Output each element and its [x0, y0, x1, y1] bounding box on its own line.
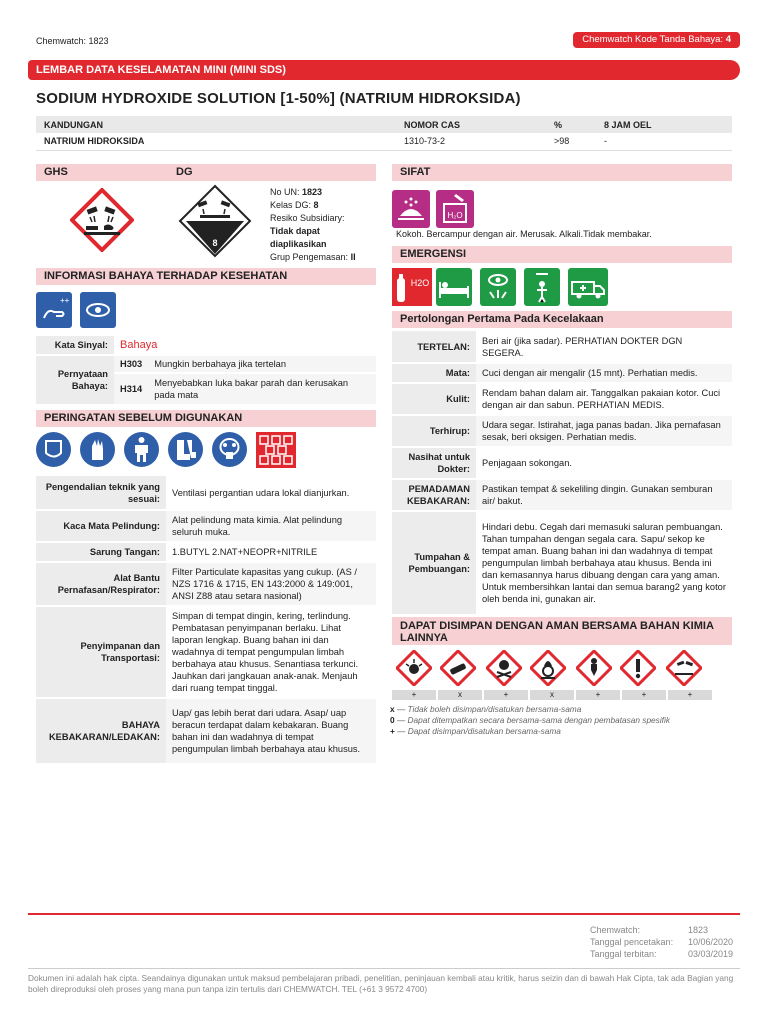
col-cas: NOMOR CAS — [396, 116, 546, 133]
first-aid-label: Mata: — [392, 363, 476, 383]
first-aid-label: PEMADAMAN KEBAKARAN: — [392, 479, 476, 511]
health-table — [36, 336, 376, 406]
emergensi-heading: EMERGENSI — [392, 246, 732, 263]
h2o-label: H2O — [410, 278, 430, 288]
hazard-code-badge — [573, 32, 740, 48]
health-heading: INFORMASI BAHAYA TERHADAP KESEHATAN — [36, 268, 376, 285]
col-percent: % — [546, 116, 596, 133]
ghs-dg-header — [36, 164, 376, 181]
first-aid-value: Rendam bahan dalam air. Tanggalkan pakaian kotor. Cuci dengan air dan sabun. PERHATIAN MEDIS. — [476, 383, 732, 415]
precaution-value: Uap/ gas lebih berat dari udara. Asap/ uap beracun terdapat dalam kebakaran. Buang bahan ini dan wadahnya di tempat pengumpulan limbah berbahaya atau khusus. — [166, 698, 376, 764]
top-header — [28, 30, 740, 50]
footer-info — [590, 924, 734, 960]
precaution-label: Kaca Mata Pelindung: — [36, 510, 166, 542]
h303-code: H303 — [114, 355, 148, 373]
un-value: 1823 — [302, 187, 323, 197]
packing-label: Grup Pengemasan: — [270, 252, 349, 262]
statement-label: Pernyataan Bahaya: — [36, 355, 114, 405]
table-row — [36, 562, 376, 606]
footer-chemwatch-label: Chemwatch: — [590, 925, 641, 935]
footer-issue-label: Tanggal terbitan: — [590, 949, 657, 959]
dg-number: 8 — [212, 238, 218, 248]
corrosive-small-icon — [666, 650, 702, 686]
class-label: Kelas DG: — [270, 200, 312, 210]
precaution-label: Penyimpanan dan Transportasi: — [36, 606, 166, 698]
precaution-value: Simpan di tempat dingin, kering, terlindung. Pembatasan penyimpanan berlaku. Lihat laporan lengkap. Buang bahan ini dan wadahnya di tempat pengumpulan limbah berbahaya atau khusus. Senantiasa terkunci. Jauhkan dari jangkauan anak-anak. Menjauh dari ruang tempat tinggal. — [166, 606, 376, 698]
first-aid-value: Pastikan tempat & sekeliling dingin. Gunakan semburan air/ bakut. — [476, 479, 732, 511]
chemical-hazard-icon — [256, 432, 296, 468]
table-row — [36, 698, 376, 764]
sifat-heading: SIFAT — [392, 164, 732, 181]
table-row — [392, 479, 732, 511]
footer-chemwatch-value: 1823 — [688, 925, 709, 935]
ghs-corrosion-icon — [70, 188, 134, 252]
ingredient-cas: 1310-73-2 — [396, 133, 546, 150]
first-aid-value: Beri air (jika sadar). PERHATIAN DOKTER DGN SEGERA. — [476, 331, 732, 363]
dg-class8-icon — [178, 184, 252, 258]
first-aid-heading: Pertolongan Pertama Pada Kecelakaan — [392, 311, 732, 328]
dg-info — [270, 186, 356, 264]
gas-cylinder-icon — [440, 650, 476, 686]
table-row — [36, 542, 376, 562]
footer-print-value: 10/06/2020 — [688, 937, 734, 947]
compat-mark: x — [530, 690, 574, 700]
legend-sym: x — [390, 704, 395, 714]
exclamation-icon — [620, 650, 656, 686]
footer-divider — [28, 913, 740, 915]
ingredient-oel: - — [596, 133, 732, 150]
powder-icon — [392, 190, 430, 228]
footer-issue-value: 03/03/2019 — [688, 949, 734, 959]
compat-legend — [390, 704, 670, 737]
composition-header — [36, 116, 732, 133]
storage-heading: DAPAT DISIMPAN DENGAN AMAN BERSAMA BAHAN KIMIA LAINNYA — [392, 617, 732, 645]
first-aid-label: TERTELAN: — [392, 331, 476, 363]
first-aid-label: Nasihat untuk Dokter: — [392, 447, 476, 479]
legend-sym: + — [390, 726, 395, 736]
table-row — [36, 606, 376, 698]
svg-text:H₂O: H₂O — [447, 211, 463, 220]
ingredient-name: NATRIUM HIDROKSIDA — [36, 133, 396, 150]
precaution-value: 1.BUTYL 2.NAT+NEOPR+NITRILE — [166, 542, 376, 562]
precaution-label: Pengendalian teknik yang sesuai: — [36, 476, 166, 510]
legal-notice: Dokumen ini adalah hak cipta. Seandainya digunakan untuk maksud pembelajaran pribadi, penelitian, peninjauan kembali atau kritik, harus seizin dan di bawah Hak Cipta, tak ada Bagian yang boleh direproduksi oleh proses yang mana pun tanpa izin tertulis dari CHEMWATCH. TEL (+61 3 9572 4700) — [28, 968, 740, 995]
precaution-value: Alat pelindung mata kimia. Alat pelindung seluruh muka. — [166, 510, 376, 542]
legend-text: — Tidak boleh disimpan/disatukan bersama-sama — [396, 704, 582, 714]
signal-label: Kata Sinyal: — [36, 336, 114, 355]
table-row — [36, 476, 376, 510]
first-aid-label: Kulit: — [392, 383, 476, 415]
compat-mark: x — [438, 690, 482, 700]
table-row — [392, 383, 732, 415]
compat-mark: + — [576, 690, 620, 700]
first-aid-value: Cuci dengan air mengalir (15 mnt). Perhatian medis. — [476, 363, 732, 383]
face-shield-icon — [36, 432, 71, 467]
packing-value: II — [350, 252, 356, 262]
first-aid-value: Udara segar. Istirahat, jaga panas badan. Jika pernafasan sesak, beri oksigen. Perhatian medis. — [476, 415, 732, 447]
sifat-text: Kokoh. Bercampur dengan air. Merusak. Alkali.Tidak membakar. — [396, 229, 652, 239]
first-aid-label: Tumpahan & Pembuangan: — [392, 511, 476, 615]
eye-wash-icon — [480, 268, 516, 306]
table-row — [392, 363, 732, 383]
precaution-label: Sarung Tangan: — [36, 542, 166, 562]
hazard-code-label: Chemwatch Kode Tanda Bahaya: — [582, 34, 724, 45]
precaution-value: Filter Particulate kapasitas yang cukup. (AS / NZS 1716 & 1715, EN 143:2000 & 149:001, ANSI Z88 atau setara nasional) — [166, 562, 376, 606]
protective-suit-icon — [124, 432, 159, 467]
hazard-code-value: 4 — [725, 34, 731, 45]
class-value: 8 — [313, 200, 319, 210]
legend-text: — Dapat ditempatkan secara bersama-sama dengan pembatasan spesifik — [396, 715, 670, 725]
precaution-value: Ventilasi pergantian udara lokal dianjurkan. — [166, 476, 376, 510]
compat-mark: + — [622, 690, 666, 700]
precaution-heading: PERINGATAN SEBELUM DIGUNAKAN — [36, 410, 376, 427]
table-row — [36, 510, 376, 542]
h314-text: Menyebabkan luka bakar parah dan kerusakan pada mata — [148, 373, 376, 405]
explosive-icon — [396, 650, 432, 686]
product-name: SODIUM HYDROXIDE SOLUTION [1-50%] (NATRIUM HIDROKSIDA) — [36, 90, 521, 107]
first-aid-value: Hindari debu. Cegah dari memasuki saluran pembuangan. Tahan tumpahan dengan segala cara. Sapu/ sekop ke tempat aman. Buang bahan ini dan wadahnya di tempat pengumpulan limbah berbahaya atau khusus. Benda ini dan kemasannya harus dibuang dengan cara yang aman. Untuk membersihkan lantai dan semua barang2 yang kotor oleh benda ini, gunakan air. — [476, 511, 732, 615]
first-aid-value: Penjagaan sokongan. — [476, 447, 732, 479]
oxidizer-icon — [530, 650, 566, 686]
safety-shower-icon — [524, 268, 560, 306]
table-row — [392, 331, 732, 363]
table-row — [392, 511, 732, 615]
signal-value: Bahaya — [114, 336, 376, 355]
precaution-table — [36, 476, 376, 765]
first-aid-label: Terhirup: — [392, 415, 476, 447]
col-kandungan: KANDUNGAN — [36, 116, 396, 133]
subsidiary-label: Resiko Subsidiary: — [270, 213, 345, 223]
footer-print-label: Tanggal pencetakan: — [590, 937, 674, 947]
compat-mark: + — [392, 690, 436, 700]
table-row — [36, 133, 732, 150]
fire-extinguisher-icon — [392, 268, 432, 306]
gloves-icon — [80, 432, 115, 467]
legend-text: — Dapat disimpan/disatukan bersama-sama — [397, 726, 561, 736]
table-row — [392, 415, 732, 447]
precaution-label: Alat Bantu Pernafasan/Respirator: — [36, 562, 166, 606]
ingredient-percent: >98 — [546, 133, 596, 150]
ambulance-icon — [568, 268, 608, 306]
ghs-heading: GHS — [44, 166, 68, 178]
water-miscible-icon — [436, 190, 474, 228]
composition-table — [36, 116, 732, 151]
first-aid-table — [392, 331, 732, 616]
subsidiary-value: Tidak dapat diaplikasikan — [270, 226, 327, 249]
dg-heading: DG — [176, 166, 193, 178]
svg-text:++: ++ — [60, 296, 70, 305]
legend-sym: 0 — [390, 715, 395, 725]
col-oel: 8 JAM OEL — [596, 116, 732, 133]
rest-bed-icon — [436, 268, 472, 306]
boots-icon — [168, 432, 203, 467]
eye-protection-icon — [80, 292, 116, 328]
wash-hands-icon — [36, 292, 72, 328]
document-title: LEMBAR DATA KESELAMATAN MINI (MINI SDS) — [28, 60, 740, 80]
h314-code: H314 — [114, 373, 148, 405]
health-hazard-icon — [576, 650, 612, 686]
compat-mark: + — [668, 690, 712, 700]
un-label: No UN: — [270, 187, 300, 197]
table-row — [392, 447, 732, 479]
respirator-icon — [212, 432, 247, 467]
compat-mark: + — [484, 690, 528, 700]
precaution-label: BAHAYA KEBAKARAN/LEDAKAN: — [36, 698, 166, 764]
skull-crossbones-icon — [486, 650, 522, 686]
chemwatch-id: Chemwatch: 1823 — [36, 36, 109, 46]
h303-text: Mungkin berbahaya jika tertelan — [148, 355, 376, 373]
